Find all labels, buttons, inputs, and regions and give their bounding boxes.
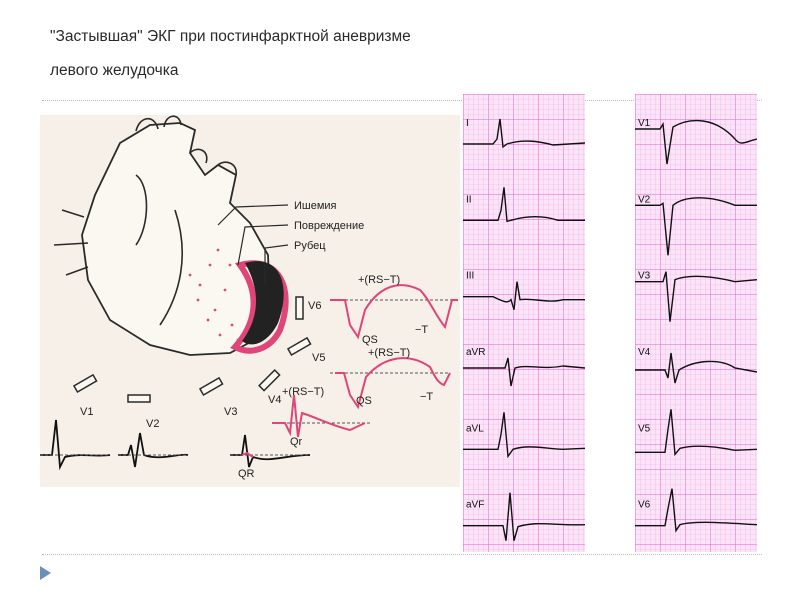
ecg-strip-chest-leads	[635, 94, 757, 552]
annotation-qs-v6: QS	[362, 334, 378, 346]
annotation-qr-small: Qr	[290, 436, 303, 448]
annotation-rs-t-v4: +(RS−T)	[282, 386, 325, 398]
limb-lead-label-5: aVL	[466, 423, 484, 435]
annotation-neg-t-v5: −T	[420, 391, 434, 403]
label-ischemia: Ишемия	[294, 200, 337, 212]
electrode-label-v5: V5	[312, 352, 326, 364]
ecg-strip-limb-leads	[463, 94, 585, 552]
electrode-label-v1: V1	[80, 406, 94, 418]
electrode-label-v2: V2	[146, 418, 160, 430]
limb-lead-label-6: aVF	[466, 499, 485, 511]
label-scar: Рубец	[294, 240, 326, 252]
heart-aneurysm-diagram	[40, 115, 460, 520]
limb-lead-label-3: III	[466, 270, 475, 282]
limb-lead-label-4: aVR	[466, 347, 486, 358]
label-injury: Повреждение	[294, 220, 365, 232]
bottom-divider	[42, 554, 762, 555]
annotation-neg-t-v6: −T	[415, 324, 429, 336]
electrode-label-v6: V6	[308, 300, 322, 312]
annotation-rs-t-v6: +(RS−T)	[358, 274, 401, 286]
chest-lead-label-2: V2	[638, 194, 651, 206]
chest-lead-label-1: V1	[638, 118, 651, 129]
annotation-rs-t-v5: +(RS−T)	[368, 347, 411, 359]
chest-lead-label-6: V6	[638, 499, 651, 511]
slide-title-line-1: "Застывшая" ЭКГ при постинфарктной аневризме	[50, 28, 411, 45]
annotation-qr: QR	[238, 468, 255, 480]
chest-lead-label-5: V5	[638, 423, 651, 435]
limb-lead-label-1: I	[466, 118, 469, 129]
annotation-qs-v5: QS	[356, 395, 372, 407]
chest-lead-label-3: V3	[638, 270, 651, 282]
electrode-label-v4: V4	[268, 394, 282, 406]
slide-nav-triangle-icon	[40, 566, 51, 580]
limb-lead-label-2: II	[466, 194, 472, 206]
electrode-v6	[296, 297, 303, 319]
electrode-label-v3: V3	[224, 406, 238, 418]
slide-title-line-2: левого желудочка	[50, 62, 179, 79]
electrode-v2	[128, 395, 150, 402]
chest-lead-label-4: V4	[638, 347, 651, 358]
